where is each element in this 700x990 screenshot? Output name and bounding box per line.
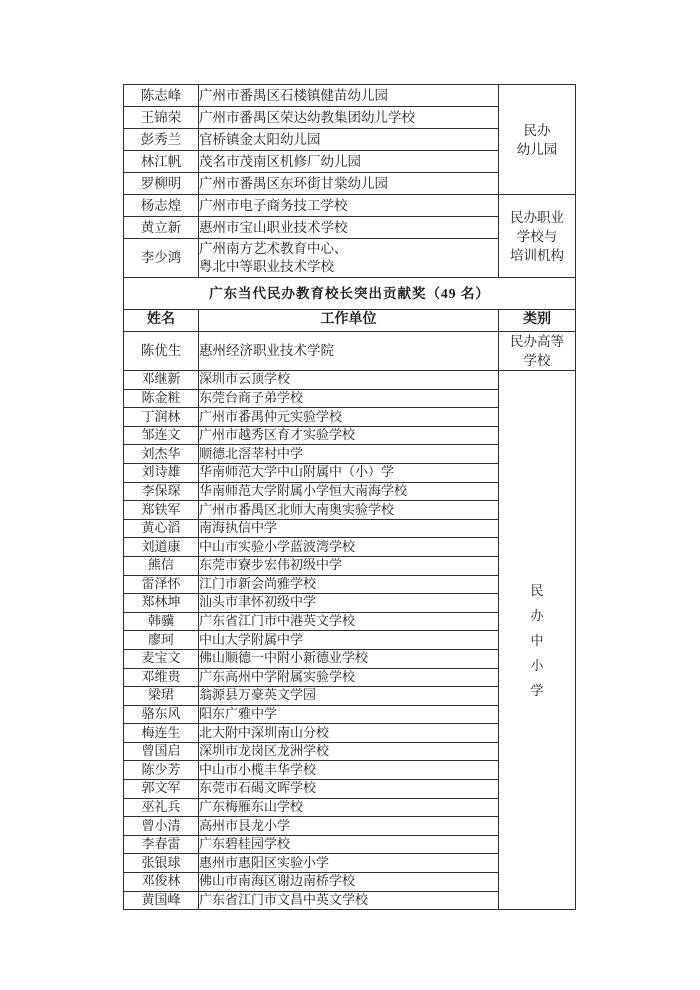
name-cell: 李春雷 [124, 835, 199, 854]
name-cell: 陈金粧 [124, 389, 199, 408]
name-cell: 黄国峰 [124, 891, 199, 910]
table-row [124, 371, 576, 390]
unit-cell: 广州市番禺区东环街甘棠幼儿园 [199, 173, 499, 195]
unit-cell: 南海执信中学 [199, 519, 499, 538]
unit-cell: 官桥镇金太阳幼儿园 [199, 129, 499, 151]
category-line: 小 [530, 657, 544, 673]
table-row [124, 278, 576, 310]
category-cell [499, 371, 576, 910]
unit-cell: 广东碧桂园学校 [199, 835, 499, 854]
name-cell: 巫礼兵 [124, 798, 199, 817]
unit-cell: 华南师范大学中山附属中（小）学 [199, 463, 499, 482]
category-line: 办 [530, 607, 544, 623]
unit-cell: 中山市小榄丰华学校 [199, 761, 499, 780]
unit-cell: 中山市实验小学蓝波湾学校 [199, 538, 499, 557]
category-line: 学校 [523, 353, 551, 368]
unit-cell: 东莞市石碣文晖学校 [199, 780, 499, 799]
name-cell: 邹连文 [124, 426, 199, 445]
name-cell: 黄心滔 [124, 519, 199, 538]
category-line: 学 [530, 682, 544, 698]
unit-cell: 广州市番禺区北师大南奥实验学校 [199, 501, 499, 520]
name-cell: 刘道康 [124, 538, 199, 557]
name-cell: 王锦荣 [124, 107, 199, 129]
name-cell: 梅连生 [124, 724, 199, 743]
unit-cell: 广东省江门市文昌中英文学校 [199, 891, 499, 910]
name-cell: 雷泽怀 [124, 575, 199, 594]
name-cell: 林江帆 [124, 151, 199, 173]
name-cell: 韩骥 [124, 612, 199, 631]
unit-cell [199, 239, 499, 278]
unit-cell: 广东高州中学附属实验学校 [199, 668, 499, 687]
category-line: 民办高等 [510, 334, 564, 349]
unit-cell: 惠州市惠阳区实验小学 [199, 854, 499, 873]
unit-cell: 佛山市南海区谢边南桥学校 [199, 873, 499, 892]
name-cell: 邓俊林 [124, 873, 199, 892]
unit-cell: 深圳市云顶学校 [199, 371, 499, 390]
name-cell: 李少鸿 [124, 239, 199, 278]
category-line: 幼儿园 [516, 141, 558, 157]
category-cell [499, 85, 576, 195]
category-line: 民办 [523, 122, 551, 138]
name-cell: 梁珺 [124, 687, 199, 706]
name-cell: 郭文军 [124, 780, 199, 799]
unit-cell: 广州市越秀区育才实验学校 [199, 426, 499, 445]
table-row [124, 195, 576, 217]
unit-cell: 顺德北滘莘村中学 [199, 445, 499, 464]
unit-cell: 广州市番禺仲元实验学校 [199, 408, 499, 427]
unit-cell: 汕头市聿怀初级中学 [199, 594, 499, 613]
table-row [124, 332, 576, 371]
unit-cell: 惠州经济职业技术学院 [199, 332, 499, 371]
unit-cell: 佛山顺德一中附小新德业学校 [199, 649, 499, 668]
unit-cell: 广州市番禺区荣达幼教集团幼儿学校 [199, 107, 499, 129]
name-cell: 郑林坤 [124, 594, 199, 613]
award-title: 广东当代民办教育校长突出贡献奖（49 名） [124, 278, 576, 310]
awards-table [123, 84, 576, 910]
header-category: 类别 [499, 310, 576, 332]
unit-cell: 广东省江门市中港英文学校 [199, 612, 499, 631]
category-cell [499, 332, 576, 371]
category-line: 民办职业 [510, 209, 564, 225]
unit-line: 粤北中等职业技术学校 [199, 259, 334, 274]
name-cell: 黄立新 [124, 217, 199, 239]
unit-cell: 北大附中深圳南山分校 [199, 724, 499, 743]
name-cell: 彭秀兰 [124, 129, 199, 151]
unit-cell: 广州市番禺区石楼镇健苗幼儿园 [199, 85, 499, 107]
name-cell: 张银球 [124, 854, 199, 873]
name-cell: 陈志峰 [124, 85, 199, 107]
name-cell: 李保琛 [124, 482, 199, 501]
unit-cell: 惠州市宝山职业技术学校 [199, 217, 499, 239]
name-cell: 杨志煌 [124, 195, 199, 217]
unit-line: 广州南方艺术教育中心、 [199, 241, 348, 256]
name-cell: 曾小清 [124, 817, 199, 836]
category-line: 中 [530, 632, 544, 648]
name-cell: 邓维贵 [124, 668, 199, 687]
category-line: 培训机构 [510, 247, 564, 263]
unit-cell: 中山大学附属中学 [199, 631, 499, 650]
name-cell: 陈优生 [124, 332, 199, 371]
unit-cell: 广东梅雁东山学校 [199, 798, 499, 817]
unit-cell: 华南师范大学附属小学恒大南海学校 [199, 482, 499, 501]
name-cell: 曾国启 [124, 742, 199, 761]
category-cell [499, 195, 576, 278]
unit-cell: 茂名市茂南区机修厂幼儿园 [199, 151, 499, 173]
table-row [124, 85, 576, 107]
unit-cell: 广州市电子商务技工学校 [199, 195, 499, 217]
name-cell: 刘诗雄 [124, 463, 199, 482]
header-unit: 工作单位 [199, 310, 499, 332]
name-cell: 罗柳明 [124, 173, 199, 195]
unit-cell: 深圳市龙岗区龙洲学校 [199, 742, 499, 761]
unit-cell: 阳东广雅中学 [199, 705, 499, 724]
category-line: 学校与 [516, 228, 558, 244]
name-cell: 廖珂 [124, 631, 199, 650]
table-header-row [124, 310, 576, 332]
unit-cell: 高州市艮龙小学 [199, 817, 499, 836]
name-cell: 熊信 [124, 556, 199, 575]
unit-cell: 东莞市寮步宏伟初级中学 [199, 556, 499, 575]
name-cell: 骆东风 [124, 705, 199, 724]
header-name: 姓名 [124, 310, 199, 332]
name-cell: 刘杰华 [124, 445, 199, 464]
category-line: 民 [530, 582, 544, 598]
unit-cell: 江门市新会尚雅学校 [199, 575, 499, 594]
unit-cell: 东莞台商子弟学校 [199, 389, 499, 408]
name-cell: 邓继新 [124, 371, 199, 390]
name-cell: 丁润林 [124, 408, 199, 427]
name-cell: 陈少芳 [124, 761, 199, 780]
name-cell: 郑铁军 [124, 501, 199, 520]
unit-cell: 翁源县万豪英文学园 [199, 687, 499, 706]
name-cell: 麦宝文 [124, 649, 199, 668]
